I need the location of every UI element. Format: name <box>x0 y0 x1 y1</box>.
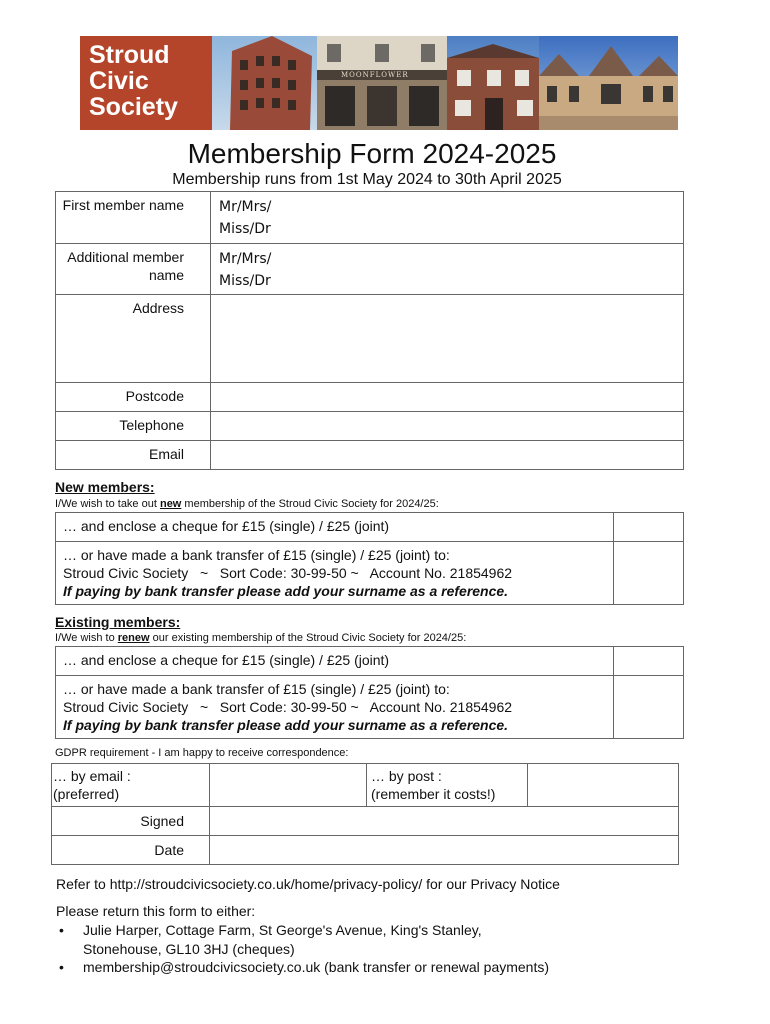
address-label: Address <box>56 295 211 383</box>
existing-members-heading: Existing members: <box>55 614 181 630</box>
additional-member-label: Additional member name <box>56 244 211 295</box>
first-member-row <box>56 192 684 244</box>
photo-shopfront <box>317 36 447 130</box>
existing-cheque-row <box>56 647 684 676</box>
bank-details: Stroud Civic Society ~ Sort Code: 30-99-50 ~ Account No. 21854962 <box>63 565 513 581</box>
logo-line: Civic <box>89 67 149 95</box>
telephone-row <box>56 412 684 441</box>
bank-details: Stroud Civic Society ~ Sort Code: 30-99-50 ~ Account No. 21854962 <box>63 699 513 715</box>
new-members-options <box>55 512 684 605</box>
header-banner <box>80 36 678 130</box>
telephone-label: Telephone <box>56 412 211 441</box>
date-label: Date <box>52 836 210 865</box>
new-members-heading: New members: <box>55 479 155 495</box>
postcode-field[interactable] <box>211 383 684 412</box>
additional-member-field[interactable] <box>211 244 684 295</box>
membership-period: Membership runs from 1st May 2024 to 30th April 2025 <box>172 171 562 188</box>
post-option-note: (remember it costs!) <box>371 786 496 802</box>
logo-line: Society <box>89 93 178 121</box>
existing-transfer-checkbox[interactable] <box>614 676 684 739</box>
first-member-field[interactable] <box>211 192 684 244</box>
victorian-building-illustration <box>539 36 678 130</box>
existing-cheque-text: … and enclose a cheque for £15 (single) / £25 (joint) <box>56 647 614 676</box>
by-email-label <box>52 764 210 807</box>
note-text: I/We wish to <box>55 632 118 644</box>
gdpr-options-row <box>52 764 679 807</box>
address-field[interactable] <box>211 295 684 383</box>
by-post-label <box>367 764 528 807</box>
reference-instruction: If paying by bank transfer please add your surname as a reference. <box>63 583 509 599</box>
existing-transfer-text <box>56 676 614 739</box>
brick-building-illustration <box>212 36 317 130</box>
address-row <box>56 295 684 383</box>
new-transfer-text <box>56 542 614 605</box>
return-addresses <box>56 921 549 977</box>
note-emphasis: renew <box>117 632 150 644</box>
gdpr-table <box>51 763 679 865</box>
postcode-row <box>56 383 684 412</box>
title-prefix: Mr/Mrs/ Miss/Dr <box>219 251 272 289</box>
note-text: I/We wish to take out <box>55 498 160 510</box>
date-field[interactable] <box>210 836 679 865</box>
transfer-line: … or have made a bank transfer of £15 (single) / £25 (joint) to: <box>63 681 450 697</box>
note-text: our existing membership of the Stroud Civic Society for 2024/25: <box>149 632 467 644</box>
new-cheque-text: … and enclose a cheque for £15 (single) / £25 (joint) <box>56 513 614 542</box>
photo-red-brick-house <box>447 36 539 130</box>
date-row <box>52 836 679 865</box>
new-transfer-checkbox[interactable] <box>614 542 684 605</box>
note-emphasis: new <box>159 498 182 510</box>
new-cheque-checkbox[interactable] <box>614 513 684 542</box>
email-option: … by email : <box>53 768 131 784</box>
postal-address: Stonehouse, GL10 3HJ (cheques) <box>83 940 295 957</box>
logo-line: Stroud <box>89 41 170 69</box>
reference-instruction: If paying by bank transfer please add your surname as a reference. <box>63 717 509 733</box>
list-item <box>56 958 549 977</box>
signed-label: Signed <box>52 807 210 836</box>
signature-field[interactable] <box>210 807 679 836</box>
shop-sign: MOONFLOWER <box>341 71 409 79</box>
shopfront-illustration <box>317 36 447 130</box>
new-transfer-row <box>56 542 684 605</box>
signed-row <box>52 807 679 836</box>
postal-address: Julie Harper, Cottage Farm, St George's Avenue, King's Stanley, <box>83 922 482 938</box>
post-option: … by post : <box>371 768 442 784</box>
new-cheque-row <box>56 513 684 542</box>
first-member-label: First member name <box>56 192 211 244</box>
new-members-note <box>55 498 439 510</box>
existing-transfer-row <box>56 676 684 739</box>
house-illustration <box>447 36 539 130</box>
return-instructions: Please return this form to either: <box>56 903 256 919</box>
bullet-icon: • <box>59 959 64 975</box>
email-field[interactable] <box>211 441 684 470</box>
by-post-checkbox[interactable] <box>528 764 679 807</box>
existing-members-note <box>55 632 466 644</box>
by-email-checkbox[interactable] <box>210 764 367 807</box>
email-row <box>56 441 684 470</box>
title-prefix: Mr/Mrs/ Miss/Dr <box>219 199 272 237</box>
membership-email: membership@stroudcivicsociety.co.uk (bank transfer or renewal payments) <box>83 959 550 975</box>
list-item <box>56 921 549 958</box>
form-title: Membership Form 2024-2025 <box>187 138 557 169</box>
existing-members-options <box>55 646 684 739</box>
member-details-table <box>55 191 684 470</box>
note-text: membership of the Stroud Civic Society for 2024/25: <box>181 498 439 510</box>
telephone-field[interactable] <box>211 412 684 441</box>
bullet-icon: • <box>59 922 64 938</box>
photo-brick-building <box>212 36 317 130</box>
gdpr-note: GDPR requirement - I am happy to receive correspondence: <box>55 747 349 759</box>
privacy-notice: Refer to http://stroudcivicsociety.co.uk/home/privacy-policy/ for our Privacy Notice <box>56 876 560 892</box>
photo-victorian-building <box>539 36 678 130</box>
society-logo <box>80 36 212 130</box>
transfer-line: … or have made a bank transfer of £15 (single) / £25 (joint) to: <box>63 547 450 563</box>
postcode-label: Postcode <box>56 383 211 412</box>
existing-cheque-checkbox[interactable] <box>614 647 684 676</box>
email-label: Email <box>56 441 211 470</box>
email-option-note: (preferred) <box>53 786 120 802</box>
additional-member-row <box>56 244 684 295</box>
